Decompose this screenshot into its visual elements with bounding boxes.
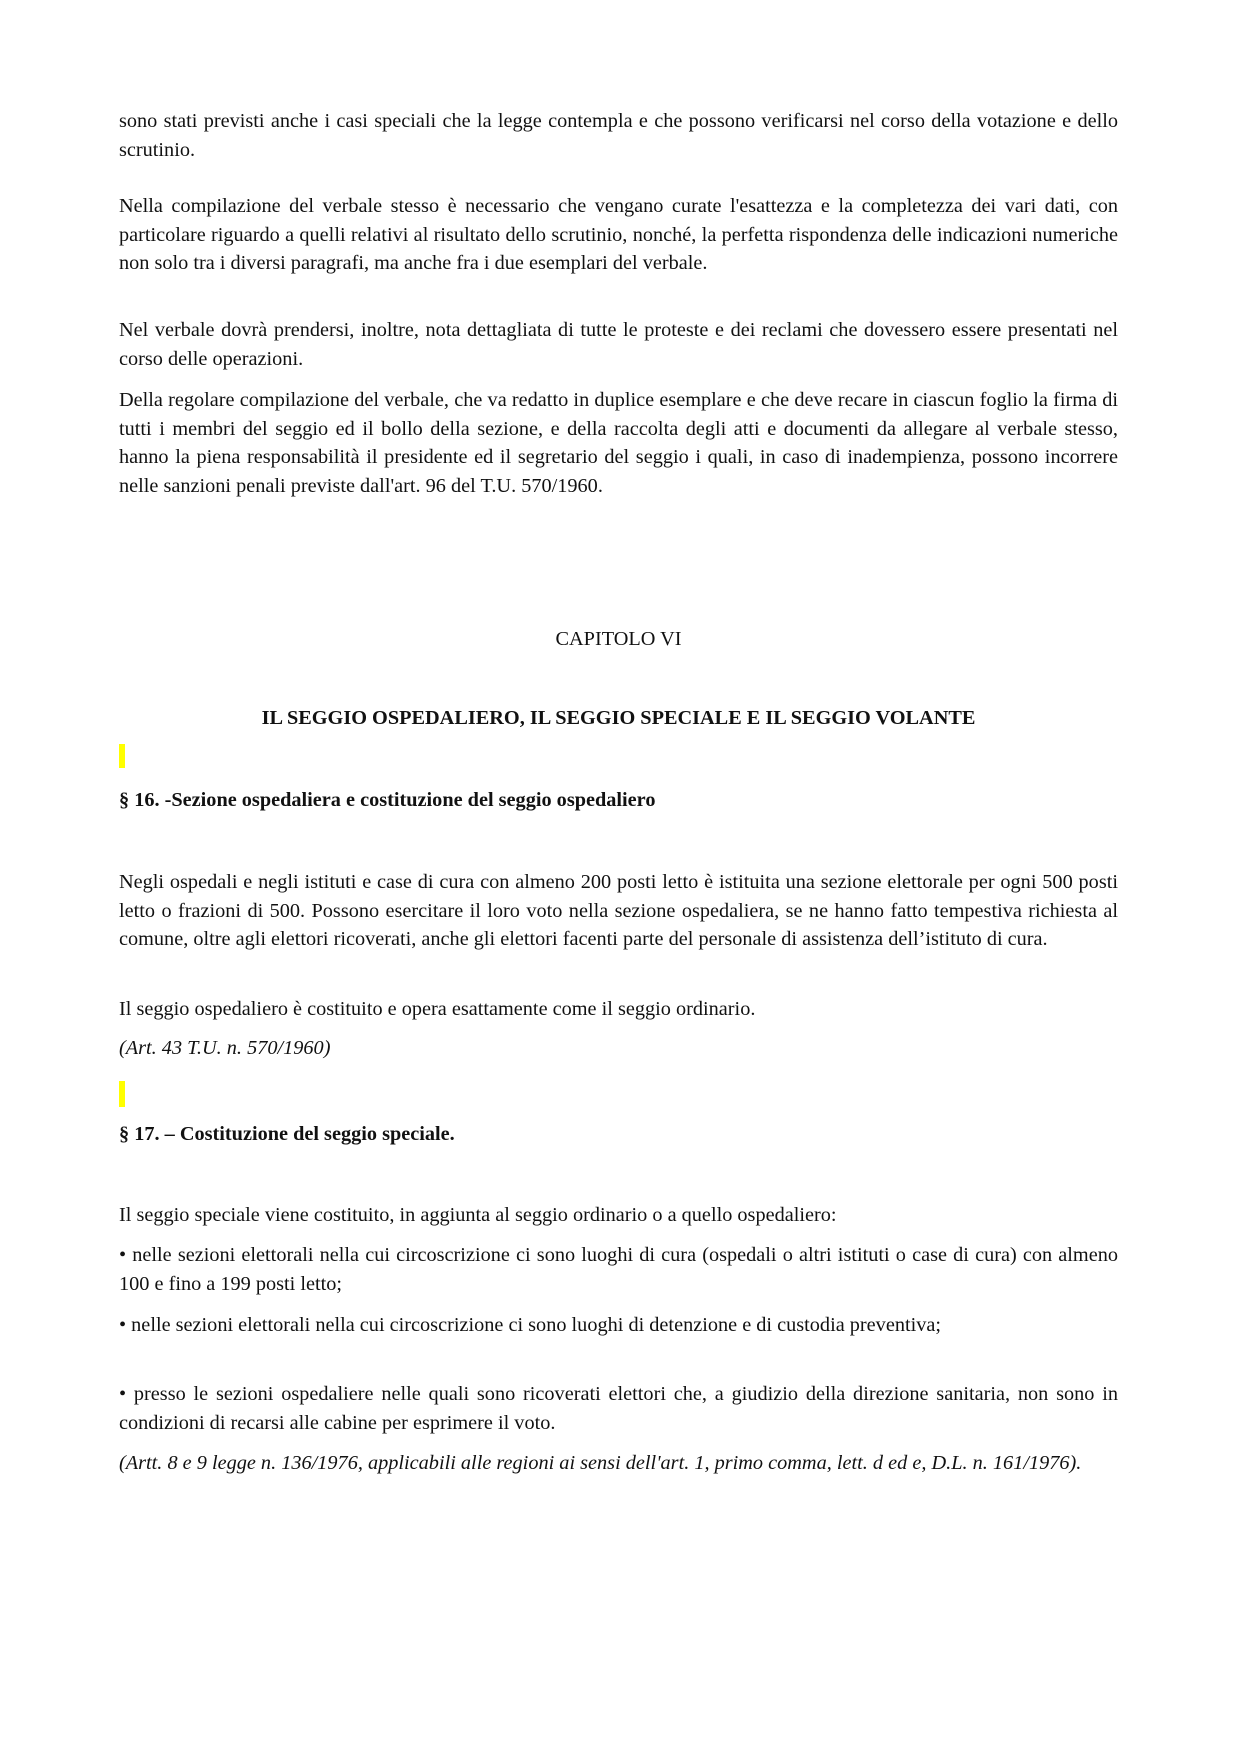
section-17-bullet-1: • nelle sezioni elettorali nella cui circoscrizione ci sono luoghi di cura (ospedali o altri istituti o case di cura) con almeno 100 e fino a 199 posti letto; [119, 1244, 1118, 1295]
section-16-paragraph-2: Il seggio ospedaliero è costituito e opera esattamente come il seggio ordinario. [119, 998, 756, 1020]
paragraph-top-4: Della regolare compilazione del verbale, che va redatto in duplice esemplare e che deve recare in ciascun foglio la firma di tutti i membri del seggio ed il bollo della sezione, e della raccolta degli atti e documenti da allegare al verbale stesso, hanno la piena responsabilità il presidente ed il segretario del seggio i quali, in caso di inadempienza, possono incorrere nelle sanzioni penali previste dall'art. 96 del T.U. 570/1960. [119, 389, 1118, 497]
section-17-bullet-2: • nelle sezioni elettorali nella cui circoscrizione ci sono luoghi di detenzione e di custodia preventiva; [119, 1314, 942, 1336]
section-17-heading: § 17. – Costituzione del seggio speciale. [119, 1123, 455, 1145]
highlight-marker [119, 744, 125, 768]
highlight-marker [119, 1081, 125, 1107]
section-16-paragraph-1: Negli ospedali e negli istituti e case di cura con almeno 200 posti letto è istituita una sezione elettorale per ogni 500 posti letto o frazioni di 500. Possono esercitare il loro voto nella sezione ospedaliera, se ne hanno fatto tempestiva richiesta al comune, oltre agli elettori ricoverati, anche gli elettori facenti parte del personale di assistenza dell’istituto di cura. [119, 871, 1118, 950]
section-16-citation: (Art. 43 T.U. n. 570/1960) [119, 1037, 331, 1059]
chapter-label: CAPITOLO VI [555, 628, 682, 650]
paragraph-top-1: sono stati previsti anche i casi speciali che la legge contempla e che possono verificarsi nel corso della votazione e dello scrutinio. [119, 110, 1118, 161]
chapter-title: IL SEGGIO OSPEDALIERO, IL SEGGIO SPECIALE E IL SEGGIO VOLANTE [261, 707, 976, 729]
section-16-heading: § 16. -Sezione ospedaliera e costituzione del seggio ospedaliero [119, 789, 656, 811]
paragraph-top-3: Nel verbale dovrà prendersi, inoltre, nota dettagliata di tutte le proteste e dei reclami che dovessero essere presentati nel corso delle operazioni. [119, 319, 1118, 370]
section-17-citation: (Artt. 8 e 9 legge n. 136/1976, applicabili alle regioni ai sensi dell'art. 1, primo comma, lett. d ed e, D.L. n. 161/1976). [119, 1452, 1082, 1474]
paragraph-top-2: Nella compilazione del verbale stesso è necessario che vengano curate l'esattezza e la completezza dei vari dati, con particolare riguardo a quelli relativi al risultato dello scrutinio, nonché, la perfetta rispondenza delle indicazioni numeriche non solo tra i diversi paragrafi, ma anche fra i due esemplari del verbale. [119, 195, 1118, 274]
section-17-intro: Il seggio speciale viene costituito, in aggiunta al seggio ordinario o a quello ospedaliero: [119, 1204, 837, 1226]
section-17-bullet-3: • presso le sezioni ospedaliere nelle quali sono ricoverati elettori che, a giudizio della direzione sanitaria, non sono in condizioni di recarsi alle cabine per esprimere il voto. [119, 1383, 1118, 1434]
